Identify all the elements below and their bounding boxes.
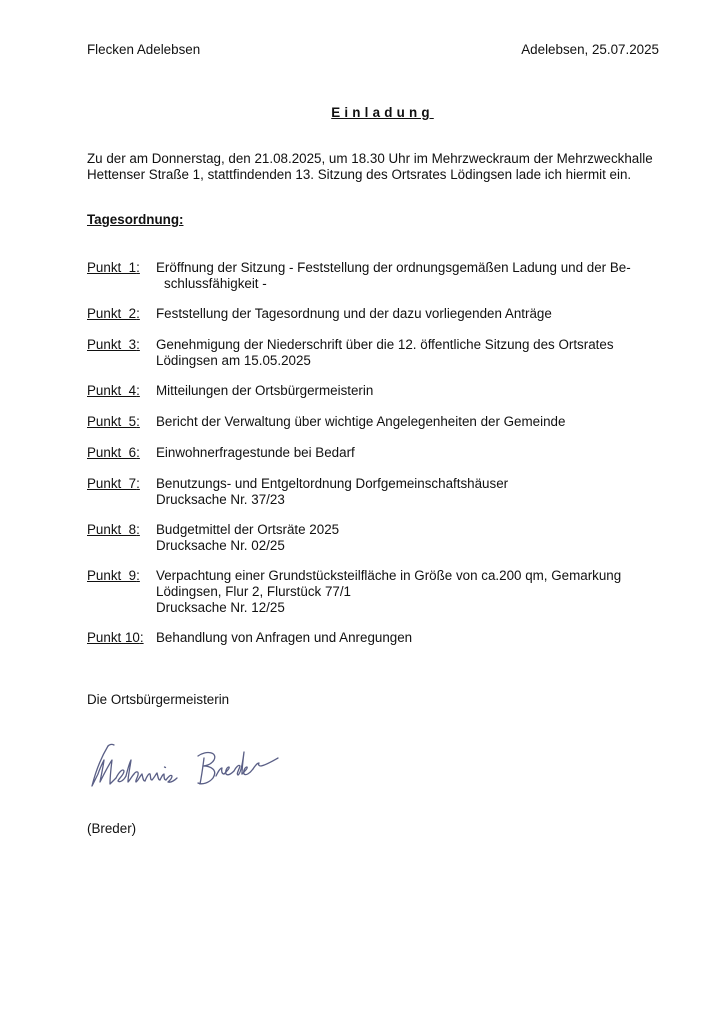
agenda-item-label: Punkt 8:: [87, 522, 140, 537]
agenda-item-text: Benutzungs- und Entgeltordnung Dorfgemeinschaftshäuser Drucksache Nr. 37/23: [156, 476, 509, 507]
signer-name: (Breder): [87, 821, 137, 836]
agenda-item-label: Punkt 9:: [87, 568, 140, 583]
agenda-item-label: Punkt 3:: [87, 337, 140, 352]
agenda-item-text: Mitteilungen der Ortsbürgermeisterin: [156, 383, 374, 398]
agenda-item-text: Budgetmittel der Ortsräte 2025 Drucksache Nr. 02/25: [156, 522, 340, 553]
agenda-item-text: Bericht der Verwaltung über wichtige Angelegenheiten der Gemeinde: [156, 414, 566, 429]
agenda-item-text: Genehmigung der Niederschrift über die 12. öffentliche Sitzung des Ortsrates Lödingsen am 15.05.2025: [156, 337, 614, 368]
closing-role: Die Ortsbürgermeisterin: [87, 692, 230, 707]
agenda-item-label: Punkt 6:: [87, 445, 140, 460]
agenda-item-label: Punkt 4:: [87, 383, 140, 398]
agenda-item-label: Punkt 2:: [87, 306, 140, 321]
agenda-heading: Tagesordnung:: [87, 212, 184, 227]
agenda-item-label: Punkt 10:: [87, 630, 144, 645]
agenda-item-text: Feststellung der Tagesordnung und der dazu vorliegenden Anträge: [156, 306, 552, 321]
sender-name: Flecken Adelebsen: [87, 42, 201, 57]
agenda-item-text: Verpachtung einer Grundstücksteilfläche in Größe von ca.200 qm, Gemarkung Lödingsen, Flur 2, Flurstück 77/1 Drucksache Nr. 12/25: [156, 568, 622, 615]
agenda-item-text: Eröffnung der Sitzung - Feststellung der ordnungsgemäßen Ladung und der Be- schlussfähigkeit -: [156, 260, 631, 291]
agenda-item-label: Punkt 7:: [87, 476, 140, 491]
document-title: Einladung: [331, 105, 434, 120]
intro-paragraph: [87, 151, 677, 183]
agenda-item-text: Einwohnerfragestunde bei Bedarf: [156, 445, 355, 460]
agenda-item-label: Punkt 5:: [87, 414, 140, 429]
intro-line-1: Zu der am Donnerstag, den 21.08.2025, um 18.30 Uhr im Mehrzweckraum der Mehrzweckhalle: [87, 151, 653, 166]
intro-line-2: Hettenser Straße 1, stattfindenden 13. Sitzung des Ortsrates Lödingsen lade ich hiermit ein.: [87, 167, 632, 182]
place-date: Adelebsen, 25.07.2025: [521, 42, 659, 57]
agenda-item-label: Punkt 1:: [87, 260, 140, 275]
agenda-item-text: Behandlung von Anfragen und Anregungen: [156, 630, 413, 645]
handwritten-signature: [88, 738, 298, 796]
